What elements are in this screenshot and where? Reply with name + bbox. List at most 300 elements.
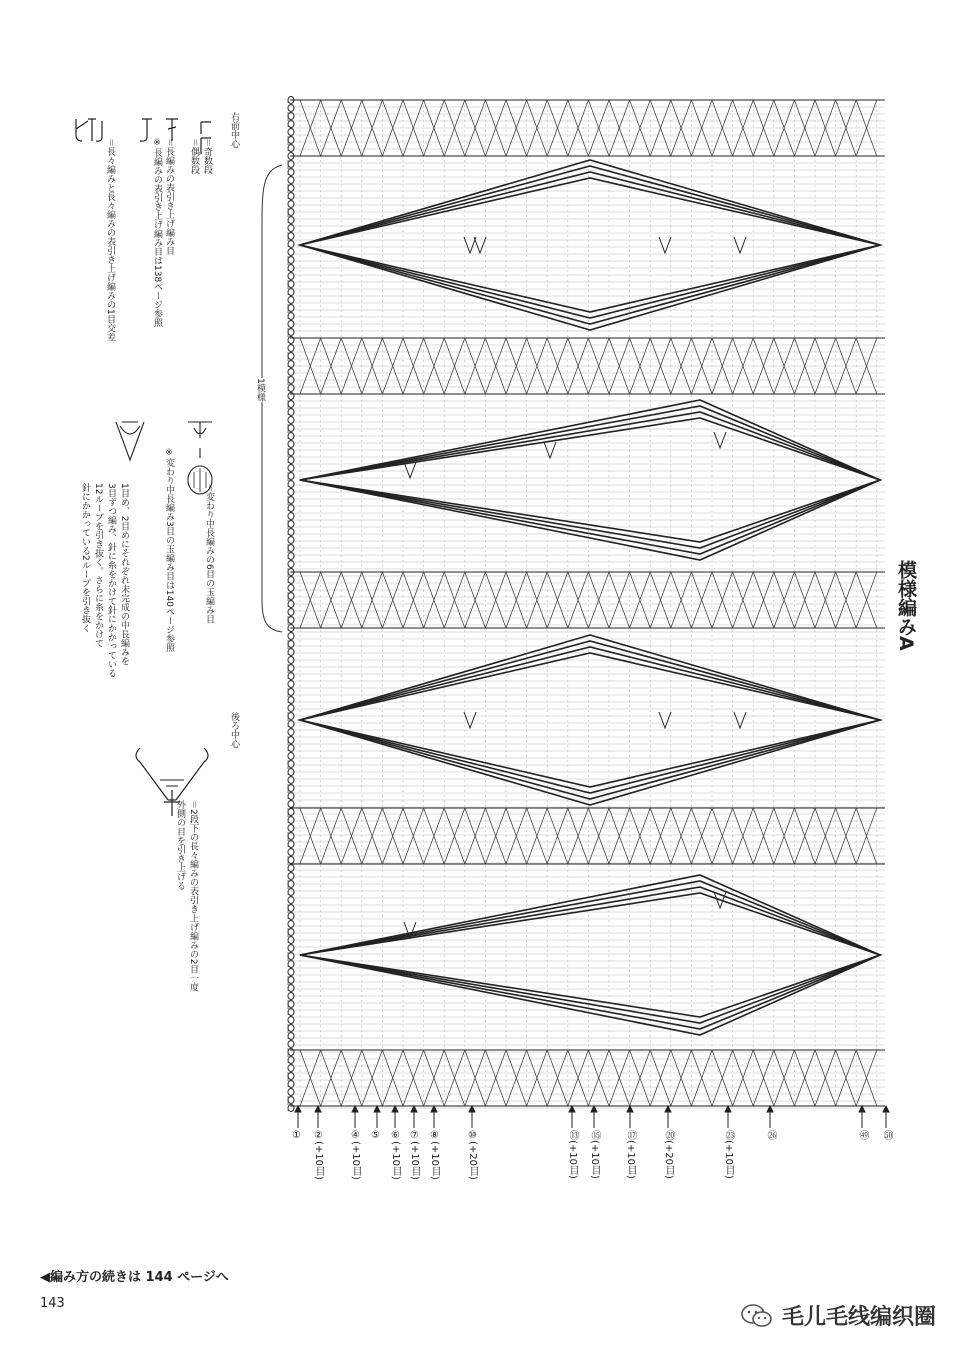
watermark	[740, 1300, 936, 1331]
chain-stitch	[288, 1097, 294, 1104]
large-diamond-motif	[300, 166, 880, 324]
band-v-stitch	[671, 808, 692, 836]
band-v-stitch	[362, 1078, 383, 1106]
band-v-stitch	[588, 1050, 609, 1078]
band-v-stitch	[382, 836, 403, 864]
row-marker-number: ①	[291, 1130, 302, 1141]
row-marker-number: ⑩	[467, 1130, 478, 1141]
row-marker	[291, 1130, 302, 1141]
band-v-stitch	[712, 1050, 733, 1078]
band-v-stitch	[424, 836, 445, 864]
band-v-stitch	[485, 836, 506, 864]
row-marker-note: (+10目)	[409, 1141, 420, 1180]
band-v-stitch	[568, 1078, 589, 1106]
band-v-stitch	[671, 1050, 692, 1078]
half-diamond-motif	[300, 893, 880, 1017]
chain-stitch	[288, 609, 294, 616]
band-v-stitch	[321, 1078, 342, 1106]
repeat-label: 1模様	[255, 378, 265, 402]
row-marker-number: ⑧	[429, 1130, 440, 1141]
row-marker-number: ㊿	[881, 1130, 892, 1140]
band-v-stitch	[712, 808, 733, 836]
band-v-stitch	[691, 836, 712, 864]
legend-puff3-note: ※変わり中長編み3目の玉編み目は140ページ参照	[164, 448, 174, 652]
chain-stitch	[288, 121, 294, 128]
band-v-stitch	[712, 836, 733, 864]
band-v-stitch	[588, 836, 609, 864]
band-v-stitch	[815, 836, 836, 864]
puff-stitch	[659, 237, 671, 253]
chain-stitch	[288, 417, 294, 424]
chain-stitch	[288, 617, 294, 624]
chain-stitch	[288, 913, 294, 920]
chain-stitch	[288, 497, 294, 504]
band-v-stitch	[753, 836, 774, 864]
band-v-stitch	[650, 808, 671, 836]
chain-stitch	[288, 921, 294, 928]
chain-stitch	[288, 345, 294, 352]
band-v-stitch	[671, 1078, 692, 1106]
chain-stitch	[288, 897, 294, 904]
legend-long-long-cross: ＝長々編みと長々編みの表引き上げ編みの1目交差	[105, 138, 115, 342]
chain-stitch	[288, 529, 294, 536]
legend-odd-rows: ＝奇数段	[202, 138, 212, 175]
band-v-stitch	[465, 836, 486, 864]
band-v-stitch	[609, 836, 630, 864]
chain-stitch	[288, 633, 294, 640]
chain-stitch	[288, 1001, 294, 1008]
chain-stitch	[288, 465, 294, 472]
legend-bobble-step-2: 3目ずつ編み、針に糸をかけて針にかかっている	[106, 483, 116, 678]
band-v-stitch	[856, 836, 877, 864]
row-marker-number: ⑮	[589, 1130, 600, 1140]
chain-stitch	[288, 217, 294, 224]
legend-puff6: ＝変わり中長編みの6目の玉編み目	[204, 483, 214, 624]
chain-stitch	[288, 745, 294, 752]
chain-stitch	[288, 273, 294, 280]
chain-stitch	[288, 985, 294, 992]
chain-stitch	[288, 721, 294, 728]
row-arrow-head	[431, 1106, 437, 1112]
band-v-stitch	[794, 836, 815, 864]
chain-stitch	[288, 665, 294, 672]
band-v-stitch	[650, 1050, 671, 1078]
chain-stitch	[288, 1025, 294, 1032]
chain-stitch	[288, 369, 294, 376]
band-v-stitch	[774, 1050, 795, 1078]
chain-stitch	[288, 441, 294, 448]
chain-stitch	[288, 505, 294, 512]
row-marker-number: ㉖	[765, 1130, 776, 1140]
chain-stitch	[288, 929, 294, 936]
band-v-stitch	[382, 808, 403, 836]
chain-stitch	[288, 673, 294, 680]
band-v-stitch	[733, 1050, 754, 1078]
band-v-stitch	[465, 1050, 486, 1078]
chain-stitch	[288, 201, 294, 208]
half-diamond-motif	[300, 418, 880, 542]
band-v-stitch	[836, 836, 857, 864]
half-diamond-motif	[300, 412, 880, 548]
chain-stitch	[288, 961, 294, 968]
row-marker-note: (+10目)	[350, 1141, 361, 1180]
puff-stitch	[734, 712, 746, 728]
chain-stitch	[288, 873, 294, 880]
band-v-stitch	[630, 1078, 651, 1106]
band-v-stitch	[712, 1078, 733, 1106]
half-diamond-motif	[300, 887, 880, 1023]
chain-stitch	[288, 1073, 294, 1080]
chain-stitch	[288, 593, 294, 600]
band-v-stitch	[794, 1078, 815, 1106]
band-v-stitch	[341, 1078, 362, 1106]
chain-stitch	[288, 585, 294, 592]
band-v-stitch	[424, 1050, 445, 1078]
puff-stitch	[659, 712, 671, 728]
legend-two-below-note: 外側の目を引き上げる	[175, 800, 185, 890]
right-front-center-label: 右前中心	[229, 112, 239, 148]
chain-stitch	[288, 281, 294, 288]
row-marker	[311, 1130, 326, 1180]
band-v-stitch	[753, 1050, 774, 1078]
chain-stitch	[288, 305, 294, 312]
chain-stitch	[288, 705, 294, 712]
band-v-stitch	[836, 808, 857, 836]
band-v-stitch	[506, 1078, 527, 1106]
band-v-stitch	[691, 1050, 712, 1078]
row-arrow-head	[591, 1106, 597, 1112]
chain-stitch	[288, 537, 294, 544]
band-v-stitch	[321, 1050, 342, 1078]
band-v-stitch	[341, 1050, 362, 1078]
puff-stitch-icon	[110, 418, 150, 464]
band-v-stitch	[836, 1078, 857, 1106]
chain-stitch	[288, 225, 294, 232]
band-v-stitch	[527, 808, 548, 836]
row-marker	[465, 1130, 480, 1180]
row-marker	[623, 1130, 638, 1179]
band-v-stitch	[403, 1050, 424, 1078]
chain-stitch	[288, 329, 294, 336]
chain-stitch	[288, 401, 294, 408]
large-diamond-motif	[300, 647, 880, 793]
chart-row-arrows	[295, 1106, 889, 1128]
half-diamond-motif	[300, 875, 880, 1035]
legend-long-raise: ＝長編みの表引き上げ編み目	[164, 138, 174, 256]
band-v-stitch	[630, 836, 651, 864]
band-v-stitch	[527, 1078, 548, 1106]
legend-bobble-step-1: 1目め、2目めにそれぞれ未完成の中長編みを	[119, 483, 129, 666]
chain-stitch	[288, 889, 294, 896]
chain-stitch	[288, 313, 294, 320]
row-marker	[661, 1130, 676, 1179]
chain-stitch	[288, 1033, 294, 1040]
band-v-stitch	[753, 1078, 774, 1106]
band-v-stitch	[815, 1050, 836, 1078]
chain-stitch	[288, 793, 294, 800]
chart-row-bands	[290, 100, 885, 1106]
band-v-stitch	[382, 1078, 403, 1106]
band-v-stitch	[753, 808, 774, 836]
band-v-stitch	[444, 1078, 465, 1106]
row-marker-note: (+10目)	[313, 1141, 324, 1180]
row-marker-note: (+10目)	[567, 1140, 578, 1179]
chain-stitch	[288, 561, 294, 568]
chain-stitch	[288, 697, 294, 704]
chain-stitch	[288, 361, 294, 368]
puff-stitch	[714, 432, 726, 448]
chain-stitch	[288, 473, 294, 480]
page-number: 143	[40, 1296, 65, 1311]
chain-stitch	[288, 777, 294, 784]
band-v-stitch	[527, 1050, 548, 1078]
chain-stitch	[288, 969, 294, 976]
row-marker-number: ⑥	[390, 1130, 401, 1141]
chain-stitch	[288, 145, 294, 152]
band-v-stitch	[485, 1078, 506, 1106]
band-v-stitch	[609, 1078, 630, 1106]
chain-stitch	[288, 817, 294, 824]
row-marker-number: ⑬	[567, 1130, 578, 1140]
chain-stitch	[288, 257, 294, 264]
chart-diamond-motifs	[300, 160, 880, 1035]
chain-stitch	[288, 849, 294, 856]
band-v-stitch	[609, 808, 630, 836]
chain-stitch	[288, 521, 294, 528]
band-v-stitch	[465, 1078, 486, 1106]
band-v-stitch	[650, 836, 671, 864]
chain-stitch	[288, 953, 294, 960]
chain-stitch	[288, 753, 294, 760]
chain-stitch	[288, 241, 294, 248]
row-arrow-head	[411, 1106, 417, 1112]
row-marker	[879, 1130, 894, 1140]
large-diamond-motif	[300, 641, 880, 799]
band-v-stitch	[403, 1078, 424, 1106]
band-v-stitch	[506, 808, 527, 836]
row-arrow-head	[883, 1106, 889, 1112]
band-v-stitch	[300, 836, 321, 864]
row-marker	[348, 1130, 363, 1180]
chain-stitch	[288, 977, 294, 984]
band-v-stitch	[794, 808, 815, 836]
band-v-stitch	[650, 1078, 671, 1106]
band-v-stitch	[856, 1050, 877, 1078]
band-v-stitch	[465, 808, 486, 836]
chain-stitch	[288, 1041, 294, 1048]
legend-bobble-step-3: 12ループを引き抜く。さらに糸をかけて	[93, 483, 103, 648]
chain-stitch	[288, 137, 294, 144]
band-v-stitch	[547, 836, 568, 864]
chain-stitch	[288, 185, 294, 192]
chain-stitch	[288, 1017, 294, 1024]
chain-stitch	[288, 105, 294, 112]
half-diamond-motif	[300, 881, 880, 1029]
chain-stitch	[288, 177, 294, 184]
band-v-stitch	[444, 808, 465, 836]
chain-stitch	[288, 809, 294, 816]
chain-stitch	[288, 425, 294, 432]
chain-stitch	[288, 233, 294, 240]
row-marker-number: ④	[350, 1130, 361, 1141]
row-marker-number: ⑳	[663, 1130, 674, 1140]
row-marker-note: (+10目)	[429, 1141, 440, 1180]
chain-stitch	[288, 113, 294, 120]
band-v-stitch	[856, 1078, 877, 1106]
row-marker-number: ⑤	[370, 1130, 381, 1141]
row-arrow-head	[374, 1106, 380, 1112]
legend-even-rows: ＝偶数段	[189, 138, 199, 175]
band-v-stitch	[856, 808, 877, 836]
band-v-stitch	[588, 808, 609, 836]
band-v-stitch	[362, 808, 383, 836]
chain-stitch	[288, 513, 294, 520]
row-arrow-head	[469, 1106, 475, 1112]
row-marker	[370, 1130, 381, 1141]
band-v-stitch	[506, 1050, 527, 1078]
chain-stitch	[288, 409, 294, 416]
row-marker	[407, 1130, 422, 1180]
row-marker	[427, 1130, 442, 1180]
chain-stitch	[288, 1089, 294, 1096]
chain-stitch	[288, 737, 294, 744]
band-v-stitch	[609, 1050, 630, 1078]
row-marker	[855, 1130, 870, 1140]
row-arrow-head	[392, 1106, 398, 1112]
row-arrow-head	[859, 1106, 865, 1112]
chain-stitch	[288, 761, 294, 768]
row-marker-number: ⑦	[409, 1130, 420, 1141]
puff-stitch	[734, 237, 746, 253]
chain-stitch	[288, 1081, 294, 1088]
row-marker-number: ②	[313, 1130, 324, 1141]
chain-stitch	[288, 449, 294, 456]
row-marker	[587, 1130, 602, 1179]
watermark-text: 毛儿毛线编织圈	[782, 1305, 937, 1330]
band-v-stitch	[568, 1050, 589, 1078]
chain-stitch	[288, 1065, 294, 1072]
large-diamond-motif	[300, 160, 880, 330]
row-marker	[565, 1130, 580, 1179]
band-v-stitch	[691, 808, 712, 836]
large-diamond-motif	[300, 653, 880, 787]
chain-stitch	[288, 945, 294, 952]
band-v-stitch	[588, 1078, 609, 1106]
row-marker-note: (+10目)	[723, 1140, 734, 1179]
band-v-stitch	[774, 1078, 795, 1106]
row-marker-number: ⑰	[625, 1130, 636, 1140]
band-v-stitch	[444, 836, 465, 864]
row-marker-number: ㉓	[723, 1130, 734, 1140]
band-v-stitch	[362, 836, 383, 864]
large-diamond-motif	[300, 635, 880, 805]
chain-stitch	[288, 801, 294, 808]
band-v-stitch	[568, 808, 589, 836]
band-v-stitch	[547, 1078, 568, 1106]
band-v-stitch	[485, 1050, 506, 1078]
band-v-stitch	[815, 1078, 836, 1106]
band-v-stitch	[300, 1050, 321, 1078]
row-marker	[388, 1130, 403, 1180]
band-v-stitch	[774, 836, 795, 864]
back-center-label: 後ろ中心	[229, 712, 239, 748]
band-v-stitch	[485, 808, 506, 836]
band-v-stitch	[733, 1078, 754, 1106]
band-v-stitch	[341, 808, 362, 836]
row-arrow-head	[627, 1106, 633, 1112]
band-v-stitch	[321, 836, 342, 864]
page-title: 模様編みA	[895, 560, 917, 651]
band-v-stitch	[341, 836, 362, 864]
row-arrow-head	[569, 1106, 575, 1112]
band-v-stitch	[321, 808, 342, 836]
row-arrow-head	[725, 1106, 731, 1112]
row-arrow-head	[665, 1106, 671, 1112]
band-v-stitch	[506, 836, 527, 864]
chain-stitch	[288, 481, 294, 488]
legend-two-below: ＝2段下の長々編みの表引き上げ編みの2目一度	[188, 800, 198, 992]
chain-stitch	[288, 289, 294, 296]
row-marker-number: ㊾	[857, 1130, 868, 1140]
band-v-stitch	[424, 1078, 445, 1106]
chain-stitch	[288, 641, 294, 648]
chain-stitch	[288, 1009, 294, 1016]
band-v-stitch	[836, 1050, 857, 1078]
chain-stitch	[288, 577, 294, 584]
chain-stitch	[288, 353, 294, 360]
puff-stitch	[474, 237, 486, 253]
continue-note: ◀編み方の続きは 144 ページへ	[40, 1270, 229, 1285]
chain-stitch	[288, 689, 294, 696]
band-v-stitch	[630, 1050, 651, 1078]
chain-stitch	[288, 193, 294, 200]
band-v-stitch	[733, 808, 754, 836]
chain-stitch	[288, 161, 294, 168]
band-v-stitch	[794, 1050, 815, 1078]
legend-long-raise-note: ※長編みの表引き上げ編み目は138ページ参照	[152, 138, 162, 328]
legend-bobble-step-4: 針にかかっている2ループを引き抜く	[80, 483, 90, 633]
row-marker	[763, 1130, 778, 1140]
chain-stitch	[288, 649, 294, 656]
chain-stitch	[288, 1057, 294, 1064]
chain-stitch	[288, 905, 294, 912]
row-marker-note: (+10目)	[390, 1141, 401, 1180]
chain-stitch	[288, 841, 294, 848]
chain-stitch	[288, 857, 294, 864]
chain-stitch	[288, 385, 294, 392]
band-v-stitch	[774, 808, 795, 836]
band-v-stitch	[733, 836, 754, 864]
band-v-stitch	[547, 808, 568, 836]
band-v-stitch	[424, 808, 445, 836]
puff-stitch	[464, 237, 476, 253]
band-v-stitch	[630, 808, 651, 836]
two-below-decrease-icon	[130, 740, 214, 820]
chain-stitch	[288, 169, 294, 176]
row-marker	[721, 1130, 736, 1179]
half-diamond-motif	[300, 406, 880, 554]
row-arrow-head	[315, 1106, 321, 1112]
row-marker-note: (+10目)	[589, 1140, 600, 1179]
band-v-stitch	[691, 1078, 712, 1106]
band-v-stitch	[300, 808, 321, 836]
row-marker-note: (+20目)	[663, 1140, 674, 1179]
half-diamond-motif	[300, 400, 880, 560]
chart-grid	[290, 100, 885, 1108]
chain-stitch	[288, 729, 294, 736]
band-v-stitch	[403, 836, 424, 864]
puff-stitch	[464, 712, 476, 728]
